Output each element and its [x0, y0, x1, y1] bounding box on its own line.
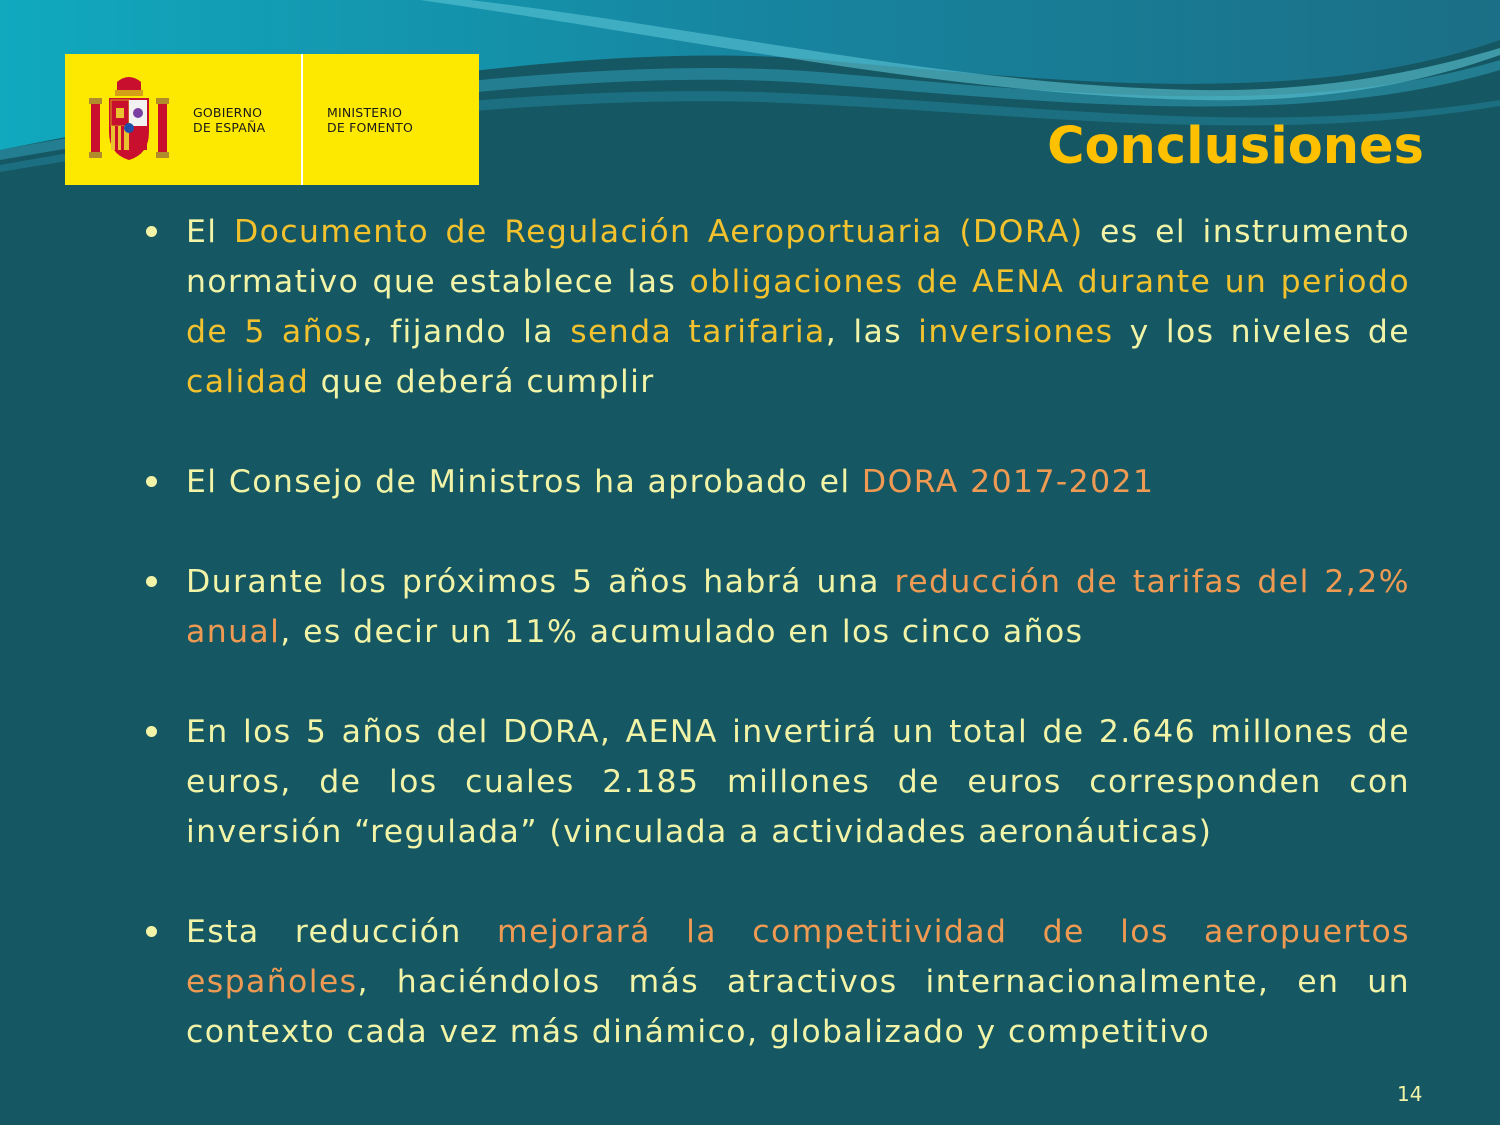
bullet-text: y los niveles de [1113, 314, 1411, 350]
bullet-highlight-text: obligaciones de AENA durante un periodo de 5 años [186, 264, 1410, 350]
government-logo [65, 54, 479, 185]
bullet-text: Durante los próximos 5 años habrá una [186, 564, 895, 600]
bullet-text: El [186, 214, 234, 250]
bullet-highlight-text: senda tarifaria [570, 314, 826, 350]
government-name-line1: GOBIERNO [193, 105, 263, 120]
bullet-highlight-text: Documento de Regulación Aeroportuaria (DORA) [233, 214, 1084, 250]
bullet-list [140, 207, 1410, 1057]
bullet-text: En los 5 años del DORA, AENA invertirá un total de 2.646 millones de euros, de los cuales 2.185 millones de euros corresponden con inversión “regulada” (vinculada a actividades aeronáuticas) [186, 714, 1410, 850]
bullet-item [140, 557, 1410, 657]
logo-divider [301, 54, 303, 185]
bullet-dot-icon [146, 576, 157, 587]
bullet-text: es el instrumento normativo que establece las [186, 214, 1411, 300]
bullet-item [140, 907, 1410, 1057]
bullet-dot-icon [146, 226, 157, 237]
bullet-text: , es decir un 11% acumulado en los cinco años [280, 614, 1084, 650]
bullet-highlight-text: inversiones [918, 314, 1114, 350]
ministry-name-line2: DE FOMENTO [327, 120, 414, 135]
bullet-item [140, 707, 1410, 857]
bullet-highlight-text: calidad [186, 364, 310, 400]
government-name-line2: DE ESPAÑA [193, 120, 266, 135]
bullet-text: que deberá cumplir [309, 364, 655, 400]
bullet-text: Esta reducción [186, 914, 497, 950]
bullet-text: El Consejo de Ministros ha aprobado el [186, 464, 862, 500]
ministry-name-line1: MINISTERIO [327, 105, 403, 120]
bullet-dot-icon [146, 926, 157, 937]
bullet-text: , las [825, 314, 919, 350]
bullet-text: , fijando la [362, 314, 571, 350]
bullet-item [140, 457, 1410, 507]
bullet-highlight-text: reducción de tarifas del 2,2% anual [186, 564, 1410, 650]
bullet-dot-icon [146, 726, 157, 737]
bullet-highlight-text: DORA 2017-2021 [861, 464, 1155, 500]
bullet-item [140, 207, 1410, 407]
page-number: 14 [1397, 1082, 1423, 1106]
slide-title: Conclusiones [1047, 117, 1424, 176]
bullet-dot-icon [146, 476, 157, 487]
bullet-text: , haciéndolos más atractivos internacionalmente, en un contexto cada vez más dinámico, globalizado y competitivo [186, 964, 1410, 1050]
bullet-highlight-text: mejorará la competitividad de los aeropuertos españoles [186, 914, 1410, 1000]
coat-of-arms-icon [87, 72, 171, 164]
